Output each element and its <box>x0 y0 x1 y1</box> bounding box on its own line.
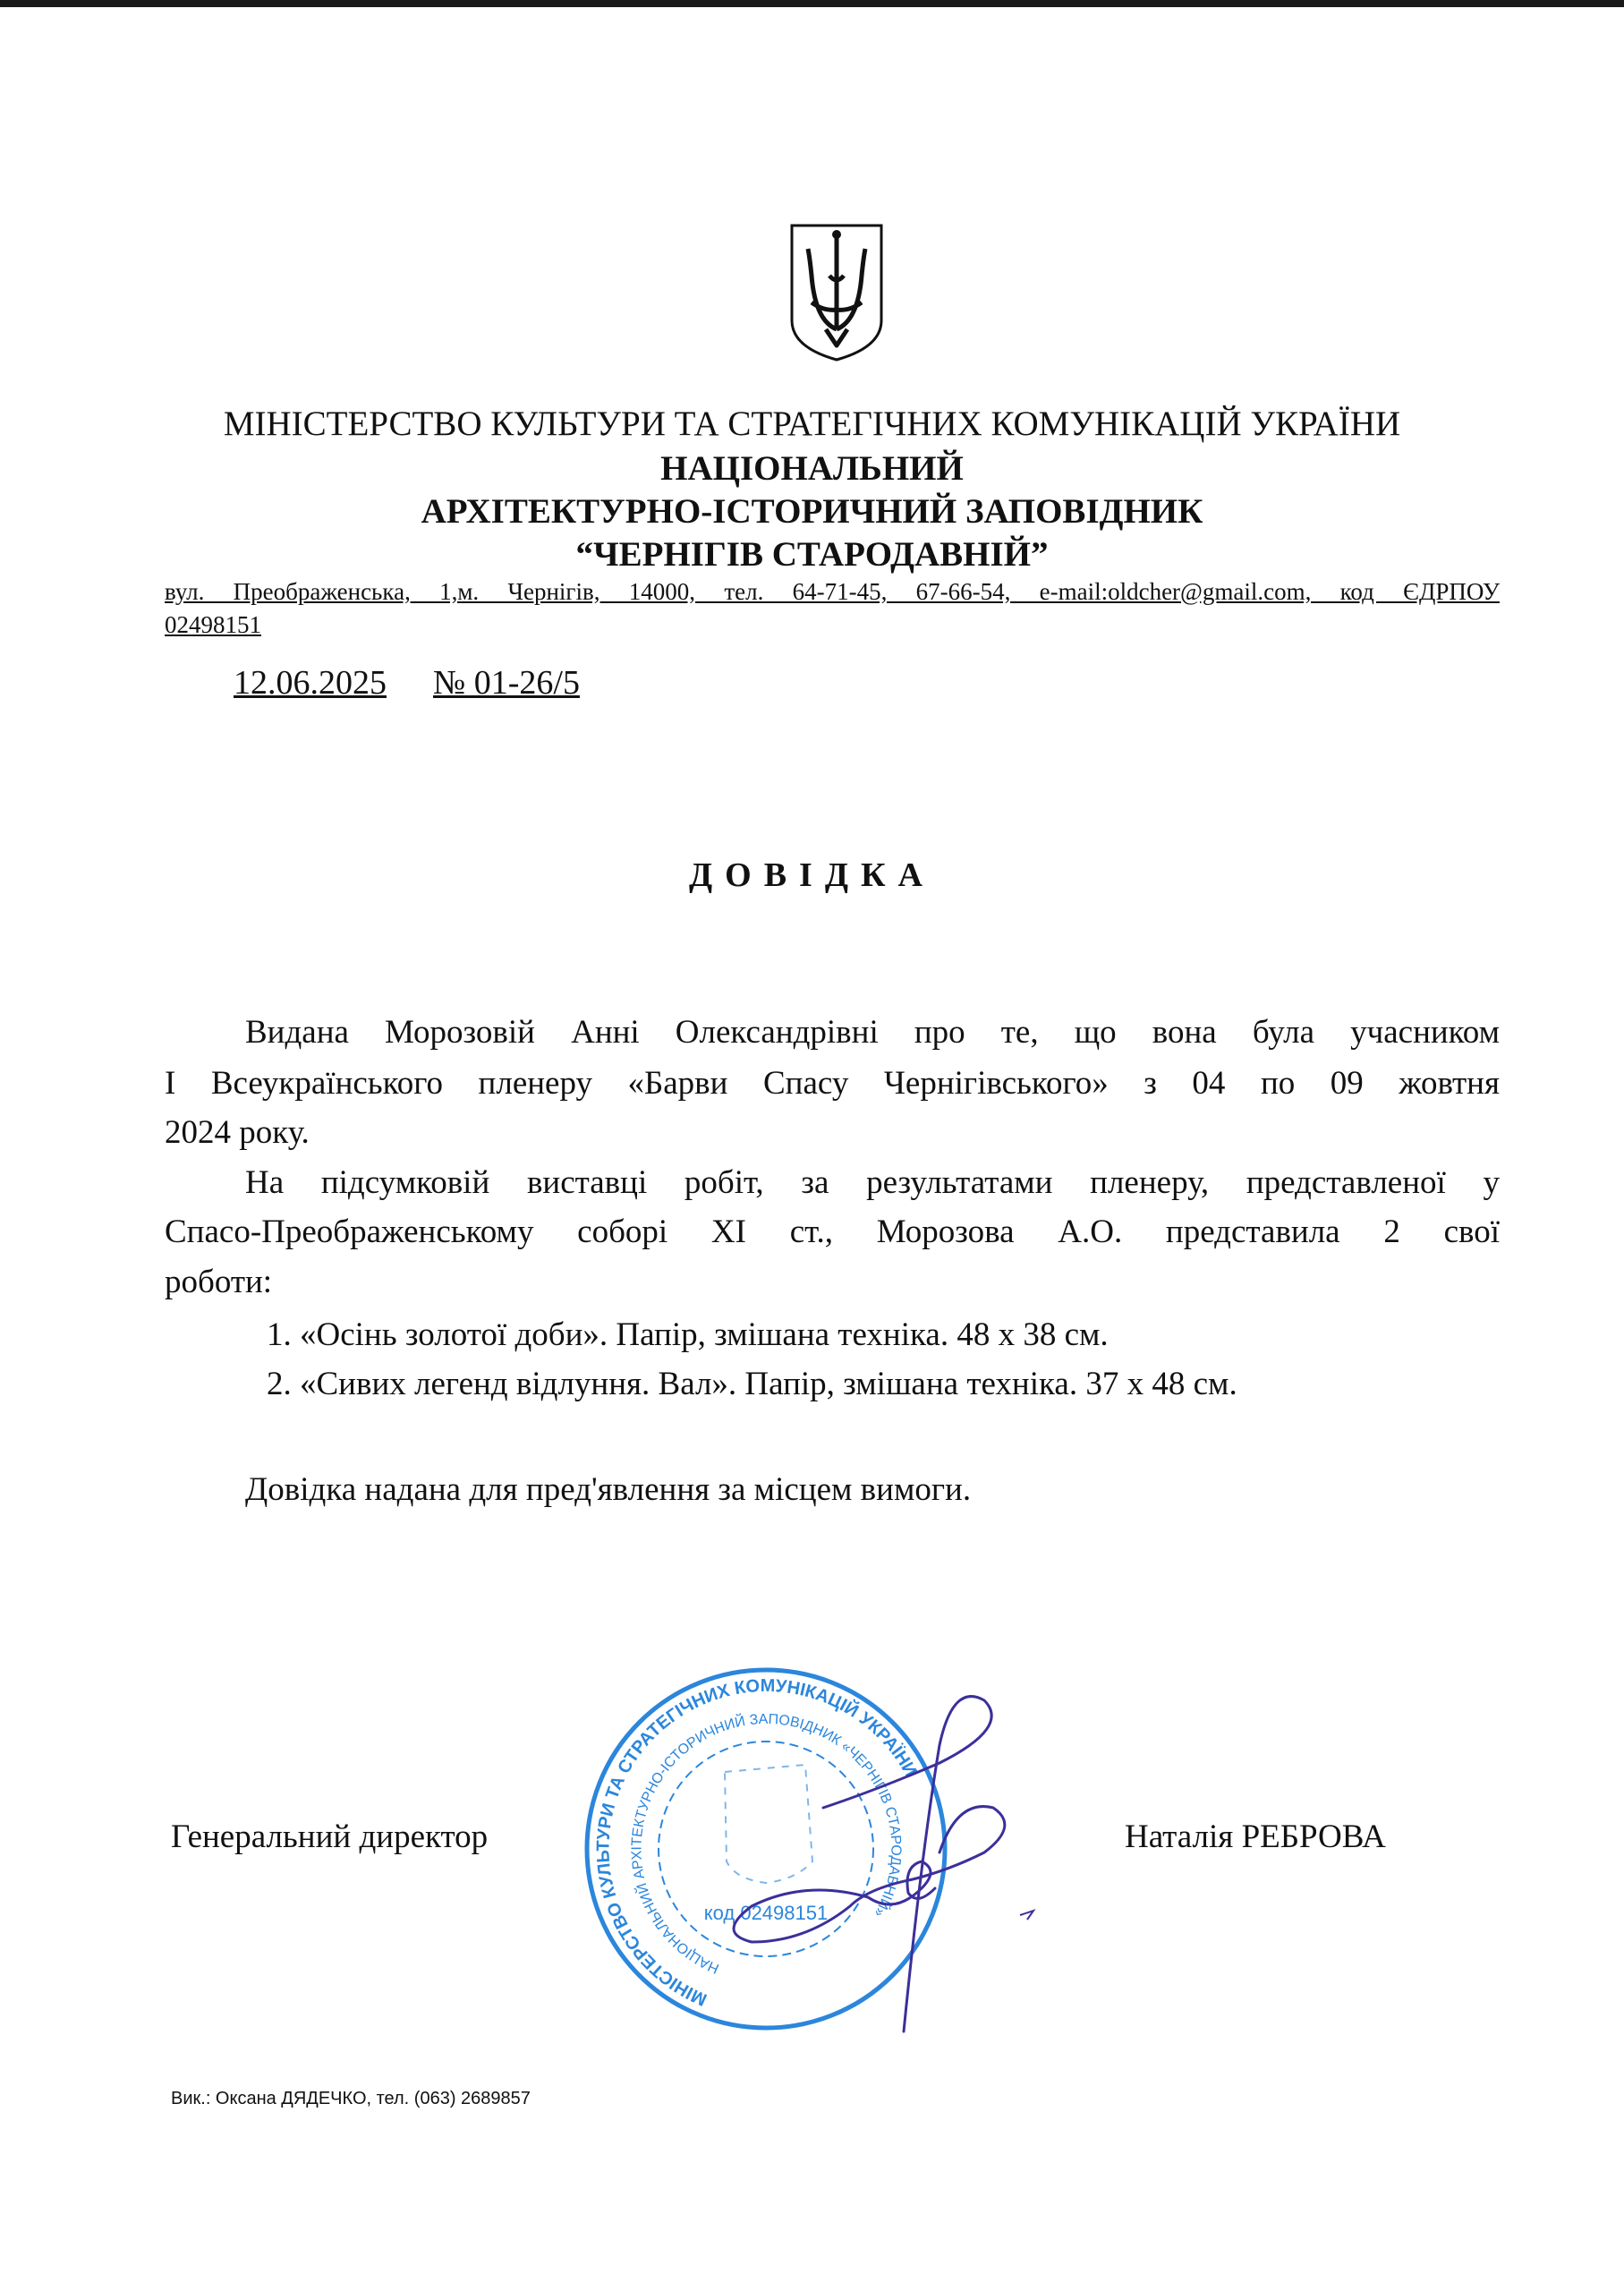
handwritten-signature <box>707 1674 1083 2049</box>
executor-contact: Вик.: Оксана ДЯДЕЧКО, тел. (063) 2689857 <box>171 2089 531 2108</box>
stamp-code: код 02498151 <box>703 1902 829 1924</box>
closing-sentence: Довідка надана для пред'явлення за місцем вимоги. <box>245 1471 972 1508</box>
signatory-name: Наталія РЕБРОВА <box>1125 1818 1386 1855</box>
paragraph-line: На підсумковій виставці робіт, за результатами пленеру, представленої у <box>245 1164 1500 1201</box>
paragraph-line: Видана Морозовій Анні Олександрівні про те, що вона була учасником <box>245 1014 1500 1051</box>
paragraph-line: Спасо-Преображенському соборі ХІ ст., Морозова А.О. представила 2 свої <box>165 1214 1500 1250</box>
trident-coat-of-arms-icon <box>788 222 885 362</box>
document-date: 12.06.2025 <box>234 664 387 702</box>
org-name-line1: НАЦІОНАЛЬНИЙ <box>660 449 964 488</box>
paragraph-line: 2024 року. <box>165 1114 310 1151</box>
work-item: 1. «Осінь золотої доби». Папір, змішана техніка. 48 х 38 см. <box>267 1316 1109 1353</box>
stamp-outer-text: МІНІСТЕРСТВО КУЛЬТУРИ ТА СТРАТЕГІЧНИХ КОМУНІКАЦІЙ УКРАЇНИ <box>593 1675 921 2010</box>
document-number: № 01-26/5 <box>433 664 580 702</box>
scan-top-edge <box>0 0 1624 7</box>
org-name-line3: “ЧЕРНІГІВ СТАРОДАВНІЙ” <box>575 535 1049 574</box>
paragraph-line: І Всеукраїнського пленеру «Барви Спасу Чернігівського» з 04 по 09 жовтня <box>165 1065 1500 1102</box>
signatory-position: Генеральний директор <box>171 1818 489 1855</box>
stamp-inner-text: НАЦІОНАЛЬНИЙ АРХІТЕКТУРНО-ІСТОРИЧНИЙ ЗАПОВІДНИК «ЧЕРНІГІВ СТАРОДАВНІЙ» <box>629 1711 904 1977</box>
document-title: ДОВІДКА <box>689 856 935 894</box>
paragraph-line: роботи: <box>165 1264 273 1300</box>
edrpou-code: 02498151 <box>165 611 261 638</box>
address-line: вул. Преображенська, 1,м. Чернігів, 14000, тел. 64-71-45, 67-66-54, e-mail:oldcher@gmail.com, код ЄДРПОУ <box>165 578 1500 605</box>
work-item: 2. «Сивих легенд відлуння. Вал». Папір, змішана техніка. 37 х 48 см. <box>267 1366 1237 1402</box>
ministry-name: МІНІСТЕРСТВО КУЛЬТУРИ ТА СТРАТЕГІЧНИХ КОМУНІКАЦІЙ УКРАЇНИ <box>223 405 1401 443</box>
org-name-line2: АРХІТЕКТУРНО-ІСТОРИЧНИЙ ЗАПОВІДНИК <box>421 492 1203 531</box>
